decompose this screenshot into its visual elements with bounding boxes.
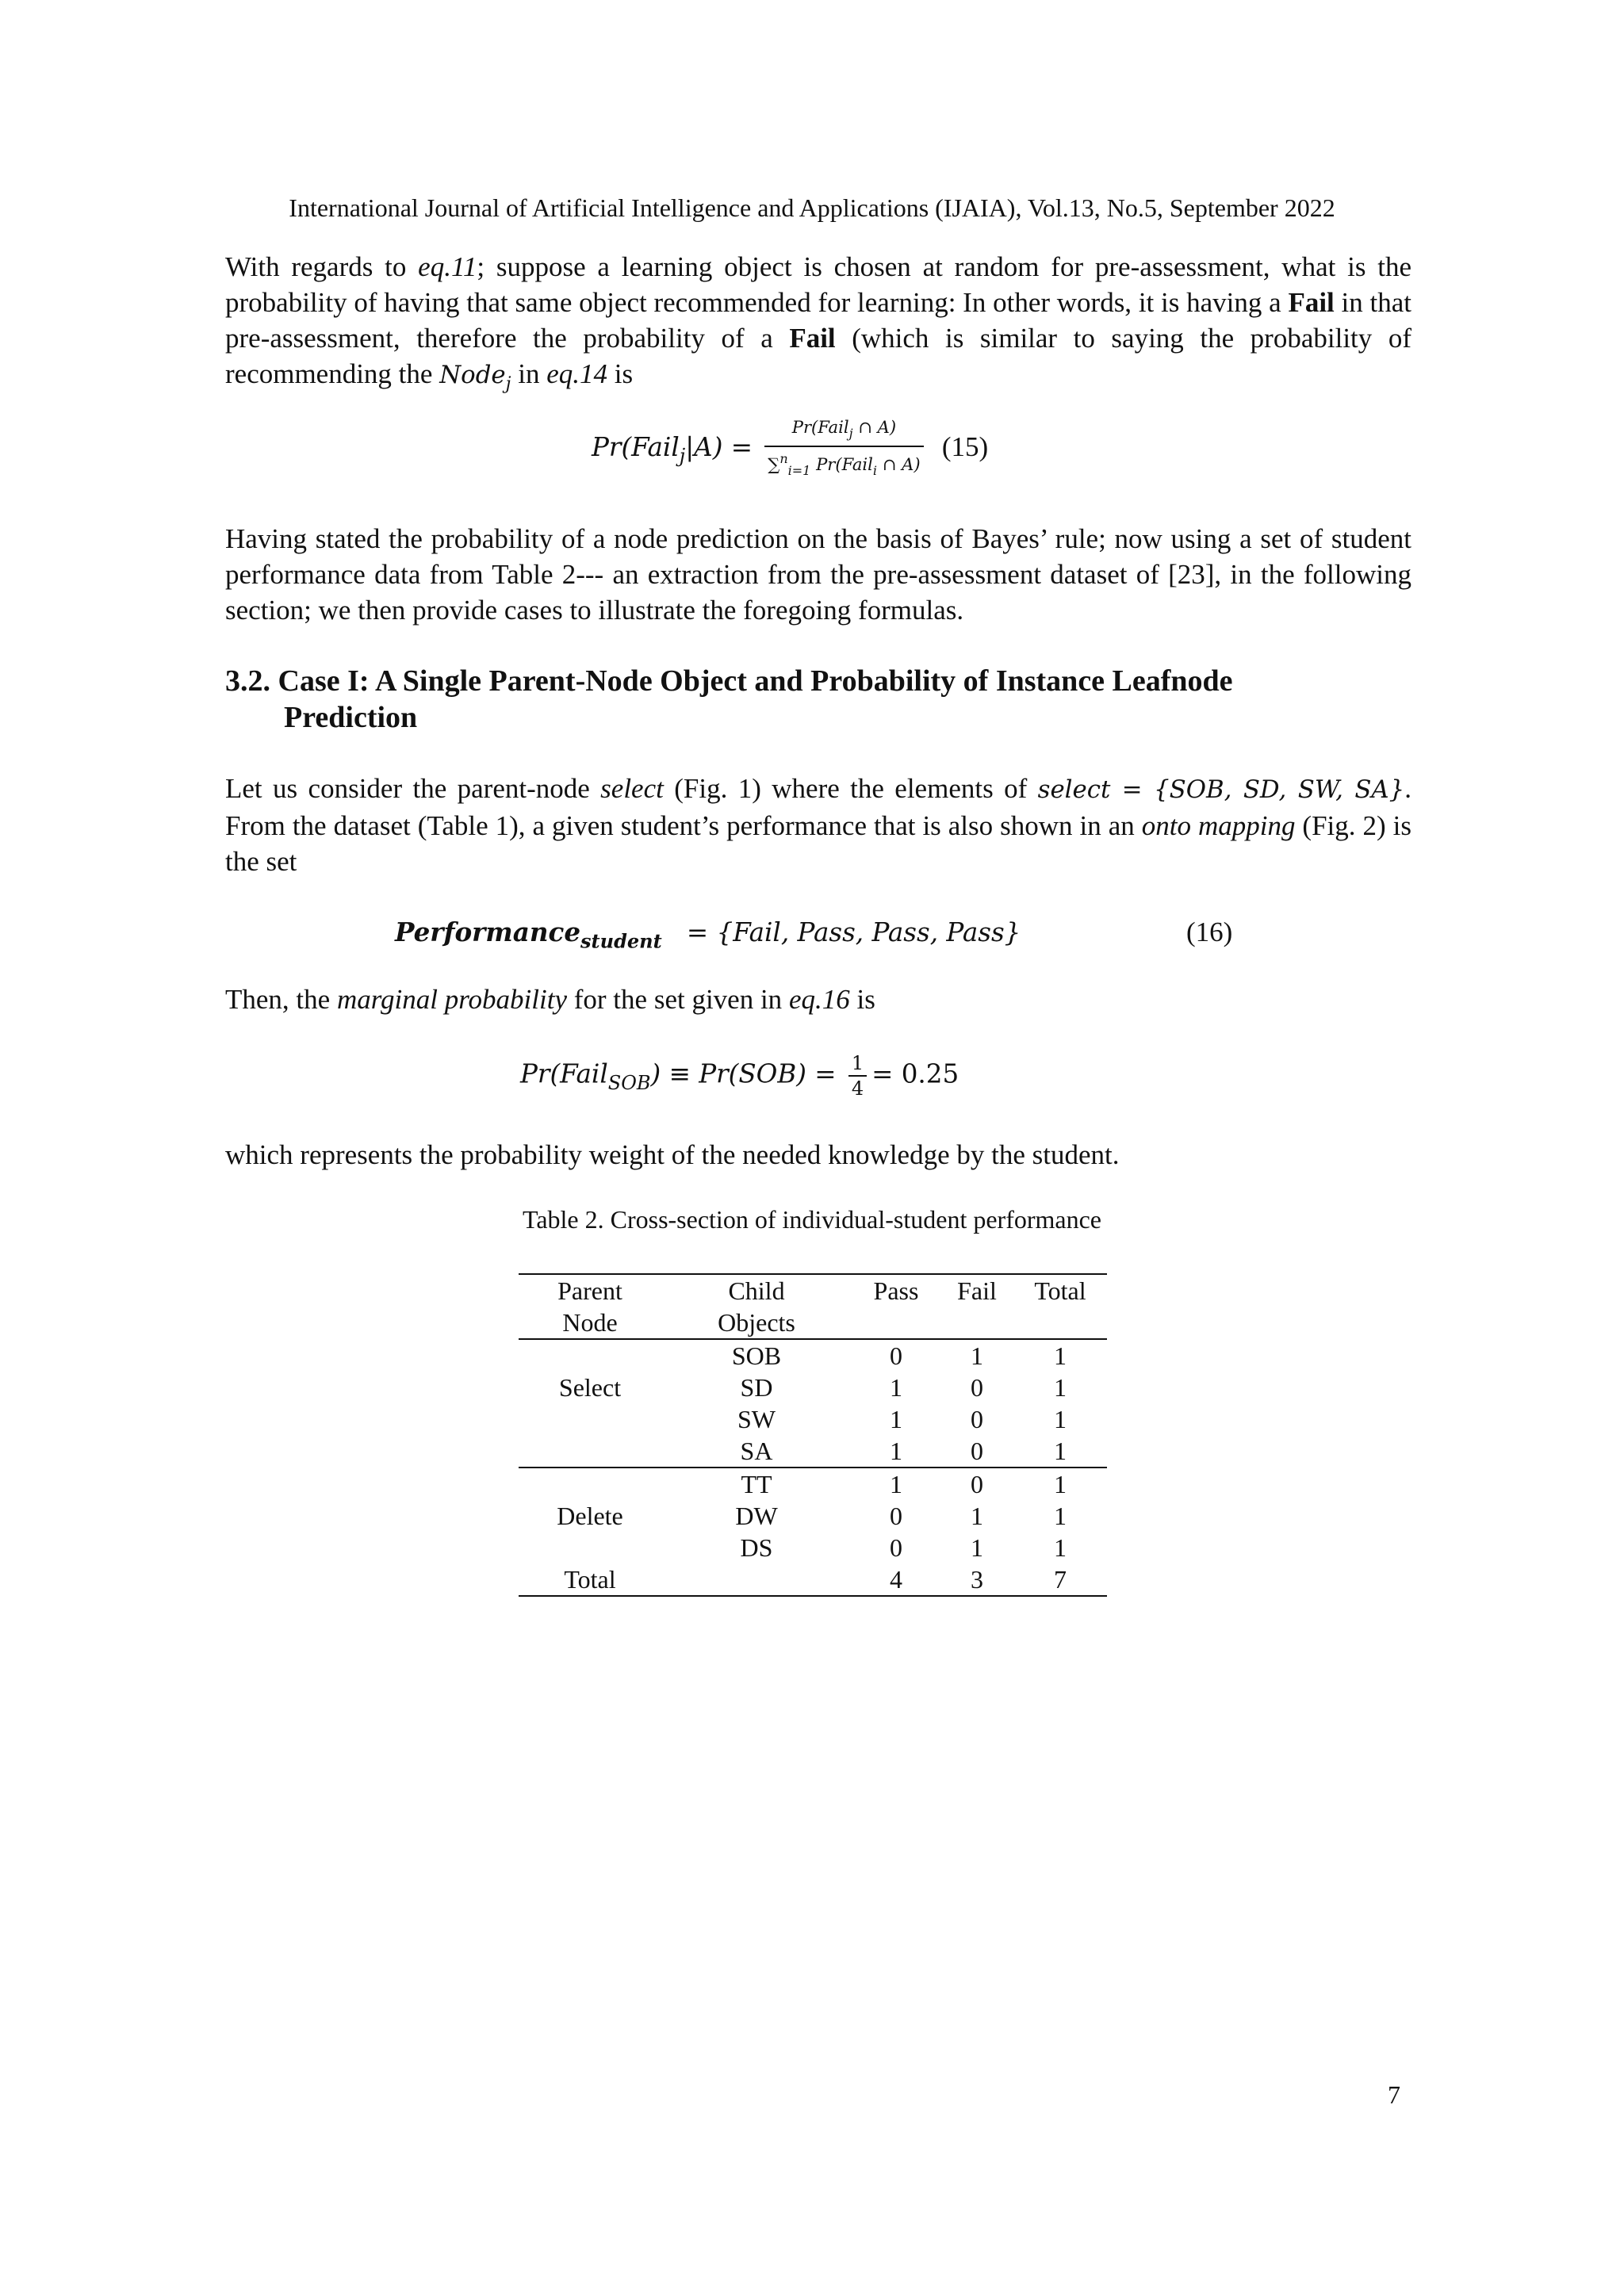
header-fail: Fail (957, 1276, 997, 1305)
section-heading: 3.2. Case I: A Single Parent-Node Object and Probability of Instance Leafnode Prediction (225, 664, 1233, 734)
fail-cell: 0 (971, 1437, 983, 1465)
pass-cell: 1 (890, 1470, 902, 1498)
parent-cell (519, 1339, 661, 1372)
running-header: International Journal of Artificial Intelligence and Applications (IJAIA), Vol.13, No.5, September 2022 (289, 193, 1335, 222)
delete-group (519, 1468, 1107, 1563)
fail-cell: 0 (971, 1373, 983, 1402)
header-parent-node: Parent Node (557, 1276, 622, 1337)
child-cell: TT (741, 1470, 772, 1498)
fail-cell: 1 (971, 1341, 983, 1370)
child-cell: SW (737, 1405, 776, 1433)
pass-cell: 0 (890, 1533, 902, 1562)
fail-cell: 1 (971, 1533, 983, 1562)
table-row (519, 1500, 1107, 1532)
fail-cell: 1 (971, 1502, 983, 1530)
pass-cell: 1 (890, 1373, 902, 1402)
table-row (519, 1468, 1107, 1500)
total-cell: 1 (1054, 1502, 1067, 1530)
table-row (519, 1532, 1107, 1563)
fail-cell: 0 (971, 1470, 983, 1498)
pass-total-cell: 4 (890, 1565, 902, 1594)
child-cell: DW (735, 1502, 778, 1530)
child-cell: SA (740, 1437, 773, 1465)
parent-cell: Select (558, 1373, 622, 1402)
header-pass: Pass (873, 1276, 919, 1305)
equation-15-fraction: $\frac{Pr(Fail_j \cap A)}{\sum^n_{i=1} Pr(Fail_i \cap A)}$ (764, 415, 923, 483)
total-label-cell: Total (564, 1565, 616, 1594)
equation-15-label: (15) (941, 430, 989, 462)
equation-15: Pr(Fail$_j$|A) = $\frac{Pr(Fail_j \cap A)}{\sum^n_{i=1} Pr(Fail_i \cap A)}$ (15) (592, 415, 988, 483)
total-cell: 1 (1054, 1437, 1067, 1465)
table-total-row (519, 1563, 1107, 1596)
select-group (519, 1339, 1107, 1468)
child-cell: SD (740, 1373, 773, 1402)
fail-total-cell: 3 (971, 1565, 983, 1594)
equation-16-label: (16) (1186, 916, 1233, 947)
paragraph-3: Let us consider the parent-node select (Fig. 1) where the elements of select = {SOB, SD, SW, SA}. From the dataset (Table 1), a given student’s performance that is also shown in an onto mapping (Fig. 2) is the set (225, 773, 1412, 877)
child-cell: DS (740, 1533, 773, 1562)
paragraph-5: which represents the probability weight of the needed knowledge by the student. (225, 1139, 1120, 1170)
fail-cell: 0 (971, 1405, 983, 1433)
total-cell: 1 (1054, 1470, 1067, 1498)
table-header-row (519, 1274, 1107, 1339)
total-cell: 1 (1054, 1341, 1067, 1370)
paragraph-4: Then, the marginal probability for the set given in eq.16 is (225, 984, 875, 1015)
pass-cell: 0 (890, 1502, 902, 1530)
parent-cell (519, 1532, 661, 1563)
header-total: Total (1034, 1276, 1086, 1305)
pass-cell: 0 (890, 1341, 902, 1370)
equation-17-fraction: $\frac{1}{4}$ (848, 1051, 867, 1100)
pass-cell: 1 (890, 1405, 902, 1433)
table-row (519, 1435, 1107, 1468)
total-cell: 1 (1054, 1373, 1067, 1402)
child-cell: SOB (731, 1341, 782, 1370)
child-cell (661, 1563, 852, 1596)
total-cell: 1 (1054, 1405, 1067, 1433)
total-cell: 1 (1054, 1533, 1067, 1562)
equation-16: Performance$_{student}$ = {Fail, Pass, Pass, Pass} (395, 916, 1021, 953)
equation-17: Pr(Fail$_{SOB}$) ≡ Pr(SOB) = $\frac{1}{4}$ = 0.25 (520, 1052, 959, 1100)
total-group (519, 1563, 1107, 1596)
performance-table (519, 1273, 1107, 1597)
paragraph-1: With regards to eq.11; suppose a learning object is chosen at random for pre-assessment, what is the probability of having that same object recommended for learning: In other words, it is having a Fail in that pre-assessment, therefore the probability of a Fail (which is similar to saying the probability of recommending the Node$_j$ in eq.14 is (225, 251, 1411, 394)
paragraph-2: Having stated the probability of a node prediction on the basis of Bayes’ rule; now using a set of student performance data from Table 2--- an extraction from the pre-assessment dataset of [23], in the following section; we then provide cases to illustrate the foregoing formulas. (225, 523, 1411, 626)
parent-cell (519, 1468, 661, 1500)
grand-total-cell: 7 (1054, 1565, 1067, 1594)
pass-cell: 1 (890, 1437, 902, 1465)
table-caption: Table 2. Cross-section of individual-student performance (523, 1205, 1101, 1234)
table-row (519, 1339, 1107, 1372)
page-number: 7 (1388, 2080, 1400, 2109)
header-child-objects: Child Objects (718, 1276, 795, 1337)
parent-cell (519, 1435, 661, 1468)
parent-cell: Delete (557, 1502, 623, 1530)
table-row (519, 1372, 1107, 1403)
table-row (519, 1403, 1107, 1435)
parent-cell (519, 1403, 661, 1435)
